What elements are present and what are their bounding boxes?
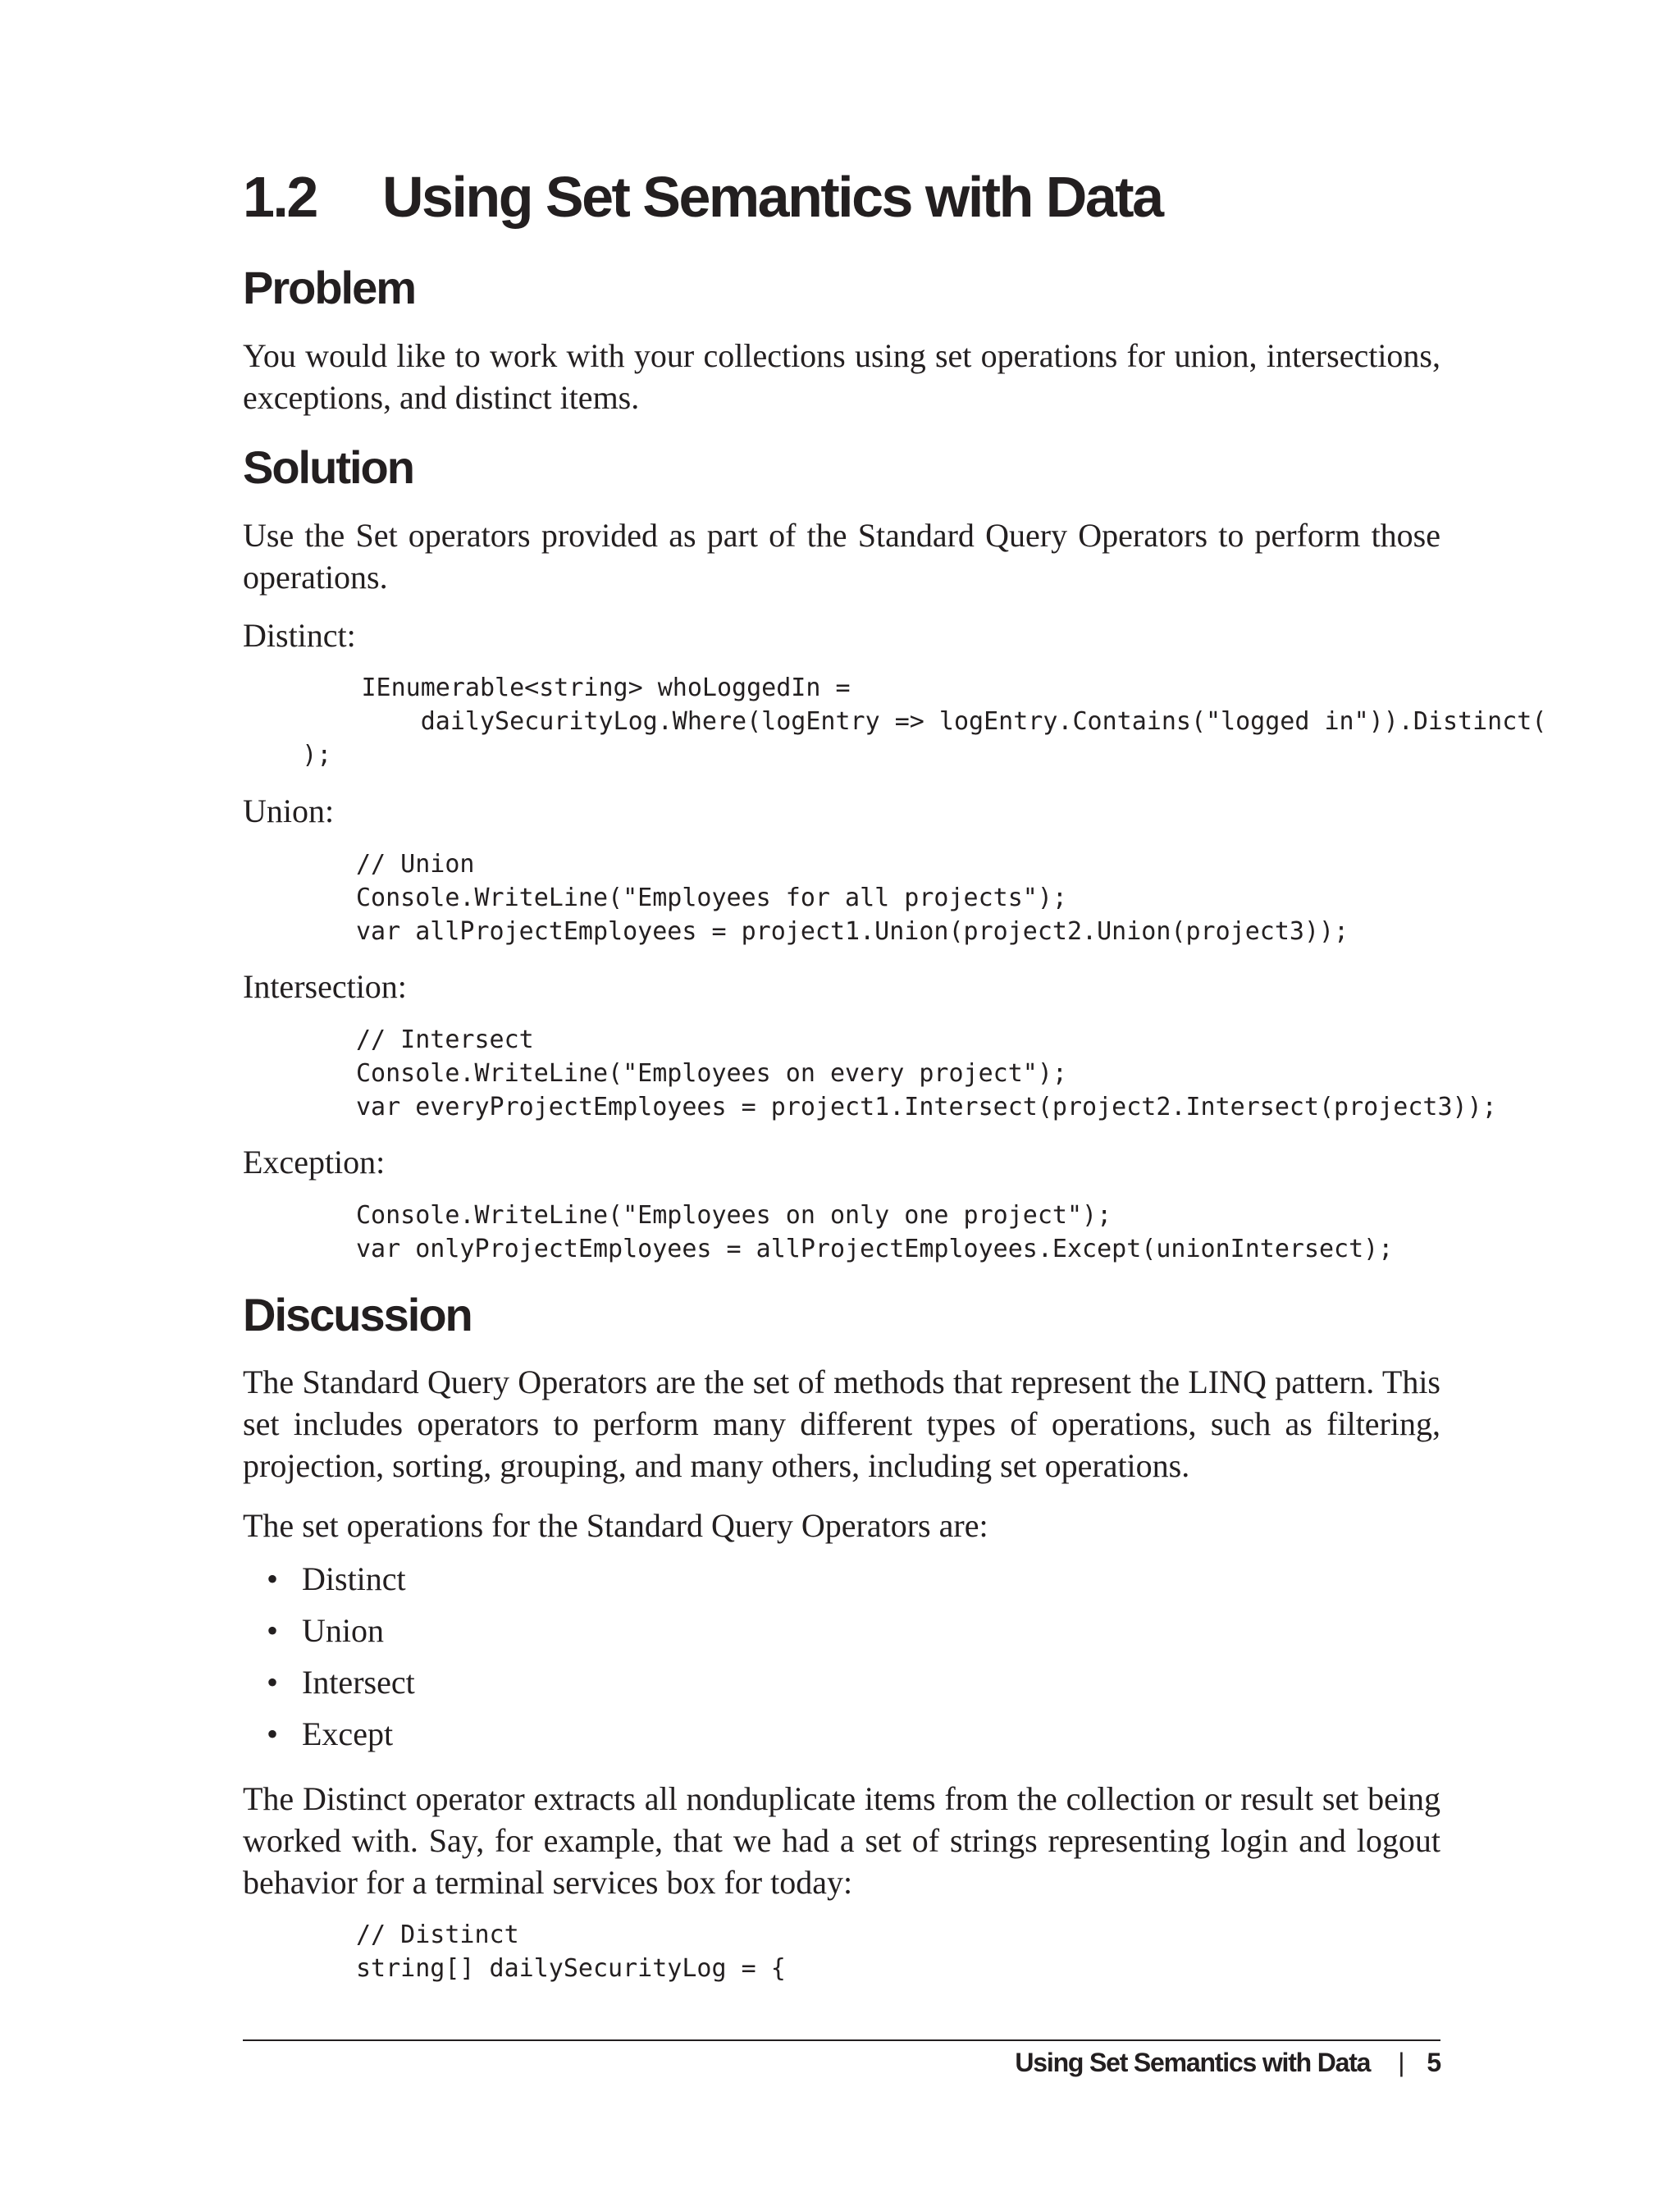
list-item: • Union <box>243 1605 415 1656</box>
list-item: • Intersect <box>243 1656 415 1708</box>
discussion-paragraph-1: The Standard Query Operators are the set of methods that represent the LINQ pattern. This set includes operators to perform many different types of operations, such as filtering, projection, sorting, grouping, and many others, including set operations. <box>243 1363 1440 1484</box>
intersection-label: Intersection: <box>243 968 407 1005</box>
discussion-heading: Discussion <box>243 1289 472 1340</box>
distinct-label: Distinct: <box>243 617 356 654</box>
book-page <box>243 0 1547 2206</box>
footer-rule <box>243 2039 1440 2041</box>
intersection-code-block: // Intersect Console.WriteLine("Employees on every project"); var everyProjectEmployees = project1.Intersect(project2.Intersect(project3)); <box>356 1025 1497 1121</box>
distinct-code-block: IEnumerable<string> whoLoggedIn = dailySecurityLog.Where(logEntry => logEntry.Contains("logged in")).Distinct( ); <box>302 674 1547 770</box>
solution-heading: Solution <box>243 441 413 493</box>
footer-separator: | <box>1398 2048 1404 2077</box>
page-footer <box>1015 2048 1440 2078</box>
bullet-icon: • <box>266 1664 278 1701</box>
set-operations-list <box>243 1553 415 1760</box>
bullet-icon: • <box>266 1560 278 1597</box>
union-label: Union: <box>243 792 335 829</box>
union-code-block: // Union Console.WriteLine("Employees for all projects"); var allProjectEmployees = project1.Union(project2.Union(project3)); <box>356 850 1349 946</box>
page-number: 5 <box>1427 2048 1440 2077</box>
section-title-text: Using Set Semantics with Data <box>382 165 1162 229</box>
discussion-paragraph-2: The set operations for the Standard Query Operators are: <box>243 1507 988 1544</box>
section-number: 1.2 <box>243 165 317 229</box>
bullet-icon: • <box>266 1612 278 1649</box>
problem-text: You would like to work with your collections using set operations for union, intersections, exceptions, and distinct items. <box>243 337 1440 416</box>
list-item: • Except <box>243 1708 415 1760</box>
running-title: Using Set Semantics with Data <box>1015 2048 1371 2077</box>
exception-code-block: Console.WriteLine("Employees on only one project"); var onlyProjectEmployees = allProjectEmployees.Except(unionIntersect); <box>356 1201 1394 1263</box>
list-item: • Distinct <box>243 1553 415 1605</box>
bullet-icon: • <box>266 1715 278 1752</box>
problem-heading: Problem <box>243 262 416 313</box>
section-title <box>243 164 1162 230</box>
exception-label: Exception: <box>243 1144 386 1181</box>
distinct-example-code-block: // Distinct string[] dailySecurityLog = { <box>356 1921 786 1983</box>
solution-text: Use the Set operators provided as part of the Standard Query Operators to perform those operations. <box>243 517 1440 596</box>
discussion-paragraph-3: The Distinct operator extracts all nonduplicate items from the collection or result set being worked with. Say, for example, that we had a set of strings representing login and logout behavior for a terminal services box for today: <box>243 1780 1440 1901</box>
